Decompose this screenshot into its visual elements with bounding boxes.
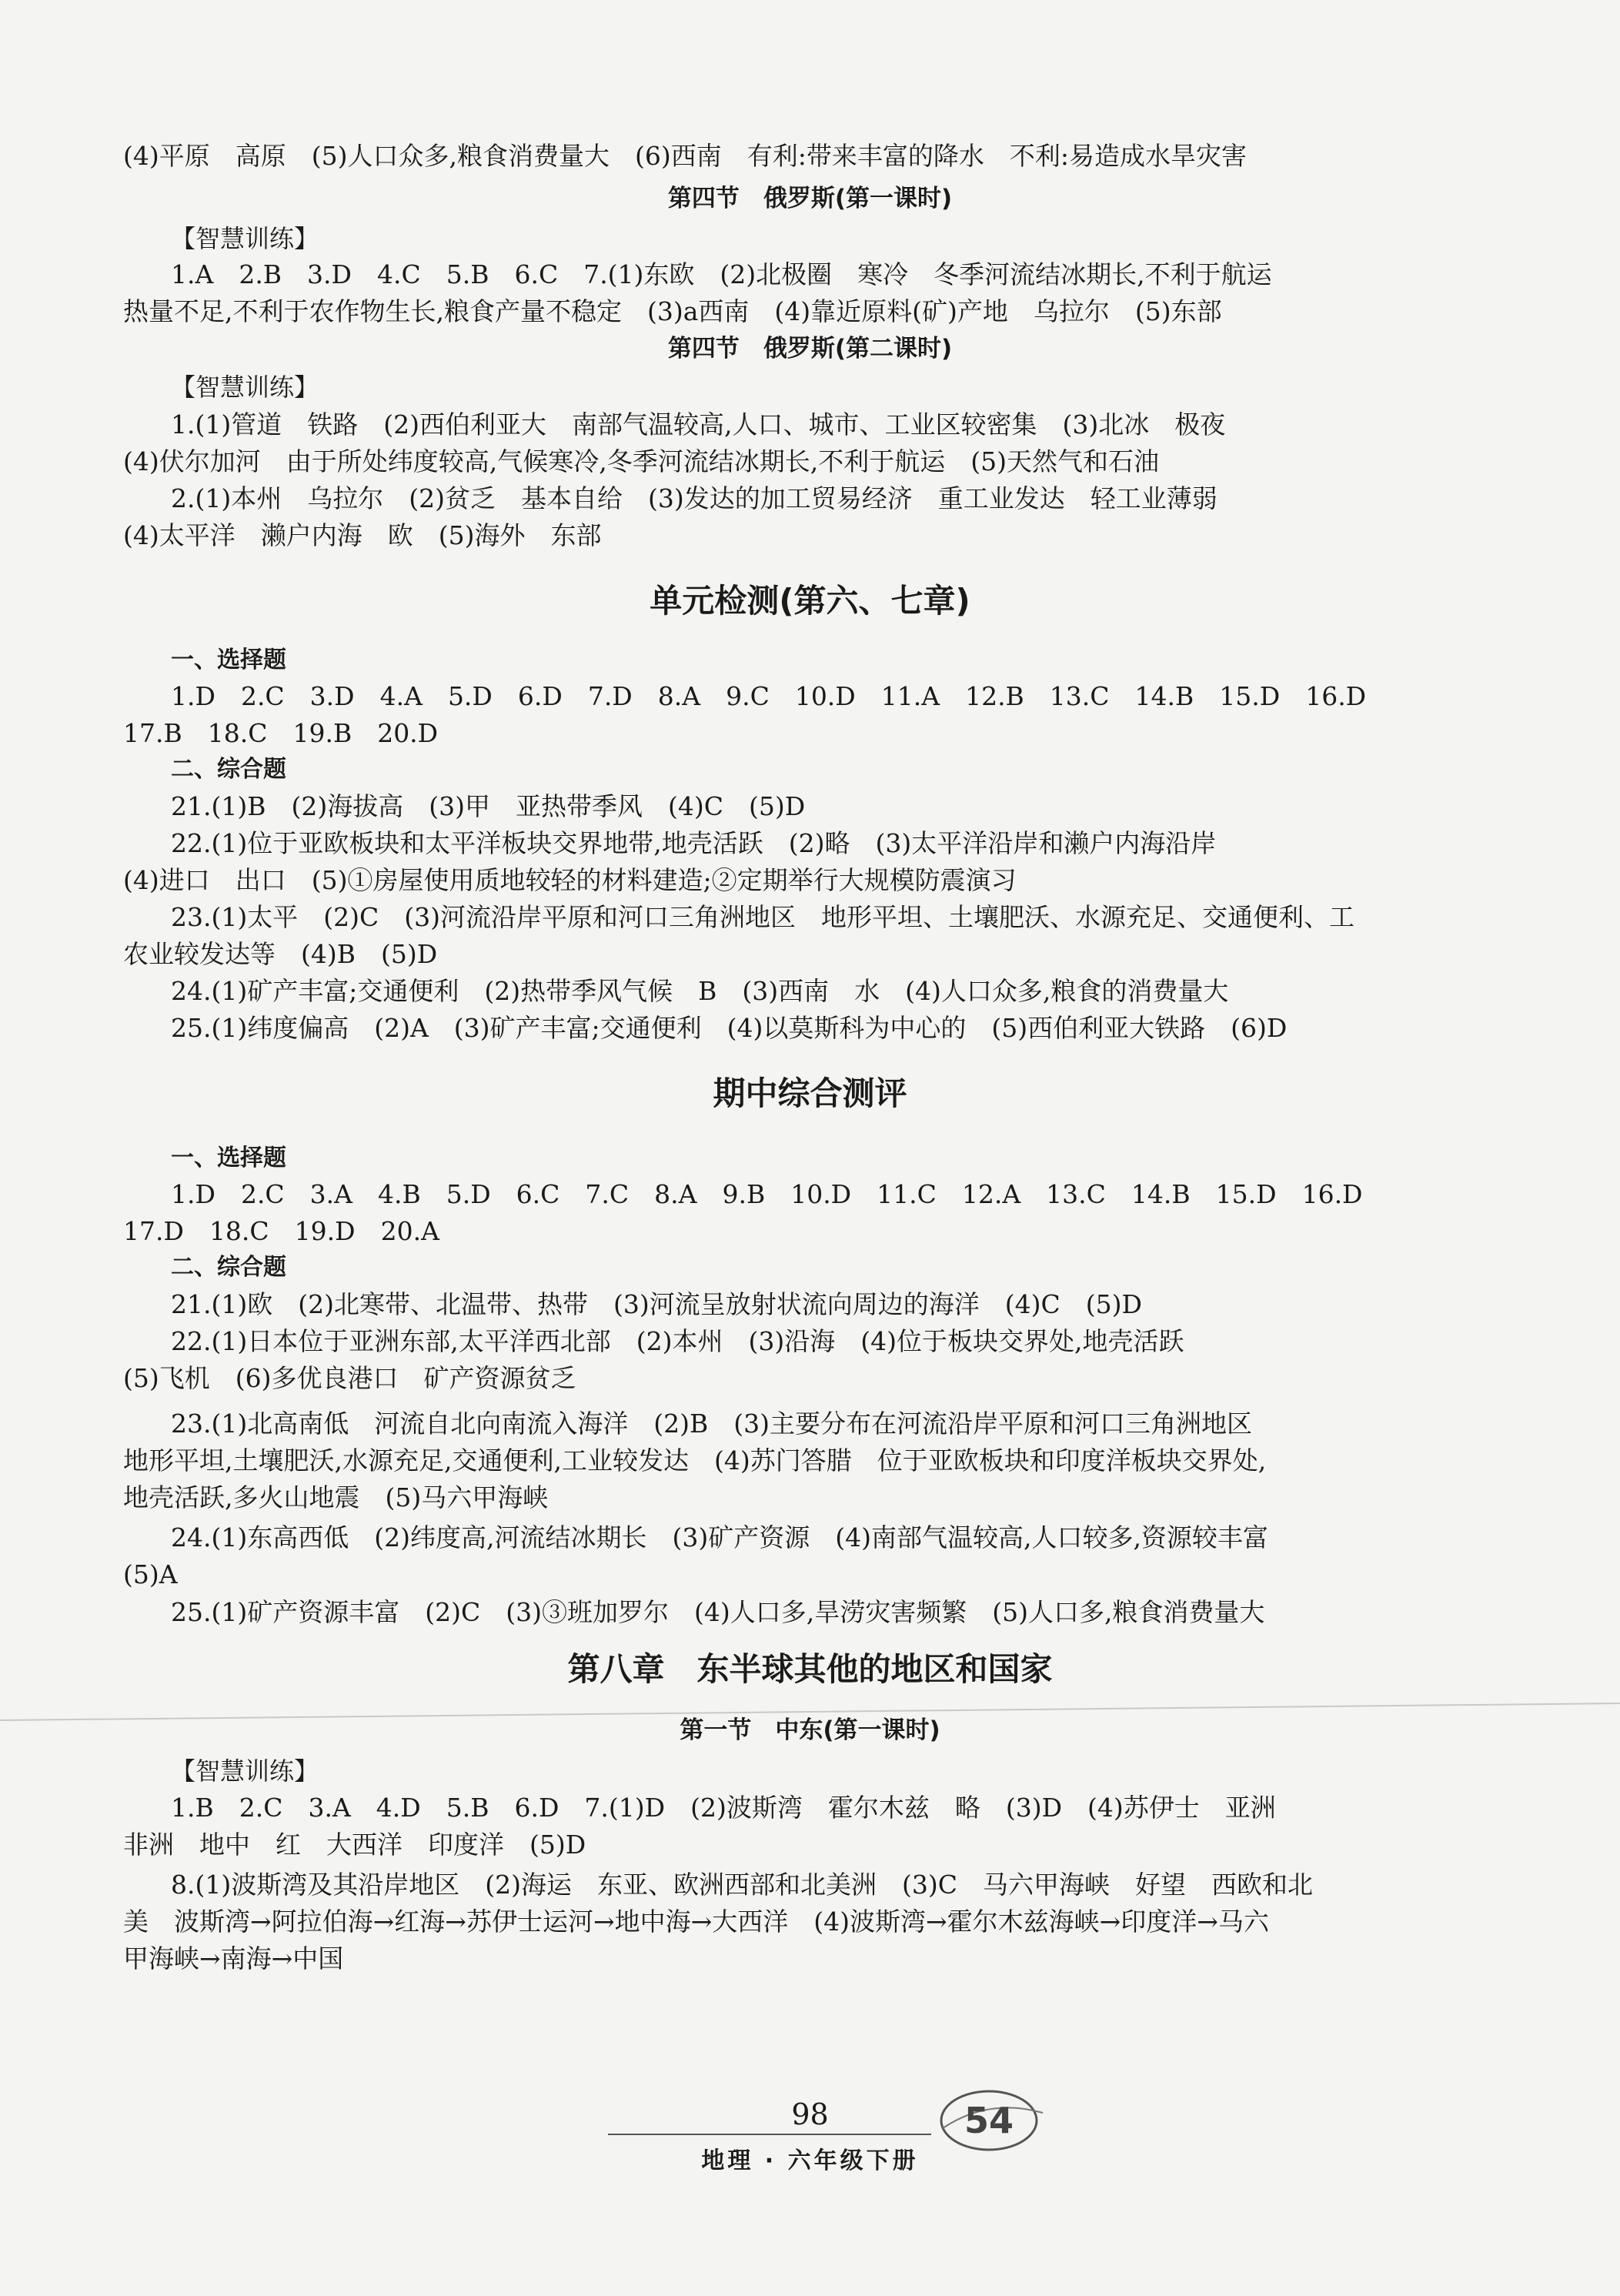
unit-test-title: 单元检测(第六、七章): [650, 582, 970, 620]
page-number: 98: [791, 2097, 829, 2131]
answer-line: 1.(1)管道 铁路 (2)西伯利亚大 南部气温较高,人口、城市、工业区较密集 (3)北冰 极夜: [171, 409, 1226, 439]
section-title: 第四节 俄罗斯(第二课时): [667, 335, 953, 363]
answer-line: 1.A 2.B 3.D 4.C 5.B 6.C 7.(1)东欧 (2)北极圈 寒冷 冬季河流结冰期长,不利于航运: [171, 259, 1272, 289]
answer-line: 地形平坦,土壤肥沃,水源充足,交通便利,工业较发达 (4)苏门答腊 位于亚欧板块和印度洋板块交界处,: [123, 1445, 1267, 1476]
answer-line: 1.D 2.C 3.D 4.A 5.D 6.D 7.D 8.A 9.C 10.D 11.A 12.B 13.C 14.B 15.D 16.D: [171, 681, 1367, 711]
section-title: 第四节 俄罗斯(第一课时): [667, 185, 953, 212]
training-tag: 【智慧训练】: [171, 1756, 319, 1786]
logo-text: 54: [964, 2100, 1014, 2141]
answer-line: 甲海峡→南海→中国: [123, 1943, 344, 1973]
answer-line: 17.D 18.C 19.D 20.A: [123, 1216, 439, 1246]
answer-line: 22.(1)日本位于亚洲东部,太平洋西北部 (2)本州 (3)沿海 (4)位于板块交界处,地壳活跃: [171, 1326, 1184, 1356]
answer-line: (4)伏尔加河 由于所处纬度较高,气候寒冷,冬季河流结冰期长,不利于航运 (5)天然气和石油: [123, 446, 1159, 476]
answer-line: 21.(1)B (2)海拔高 (3)甲 亚热带季风 (4)C (5)D: [171, 791, 806, 821]
publisher-logo-icon: [935, 2082, 1050, 2159]
footer-rule: [608, 2134, 931, 2135]
answer-line: 2.(1)本州 乌拉尔 (2)贫乏 基本自给 (3)发达的加工贸易经济 重工业发达 轻工业薄弱: [171, 483, 1218, 513]
answer-line: 22.(1)位于亚欧板块和太平洋板块交界地带,地壳活跃 (2)略 (3)太平洋沿岸和濑户内海沿岸: [171, 828, 1217, 858]
answer-line: (4)太平洋 濑户内海 欧 (5)海外 东部: [123, 520, 602, 550]
answer-line: 非洲 地中 红 大西洋 印度洋 (5)D: [123, 1830, 586, 1860]
answer-line: 热量不足,不利于农作物生长,粮食产量不稳定 (3)a西南 (4)靠近原料(矿)产地 乌拉尔 (5)东部: [123, 296, 1222, 326]
book-title: 地理 · 六年级下册: [701, 2147, 919, 2174]
answer-line: (5)飞机 (6)多优良港口 矿产资源贫乏: [123, 1363, 576, 1393]
answer-line: 21.(1)欧 (2)北寒带、北温带、热带 (3)河流呈放射状流向周边的海洋 (4)C (5)D: [171, 1289, 1142, 1319]
section-title: 第一节 中东(第一课时): [680, 1716, 940, 1744]
answer-line: 24.(1)矿产丰富;交通便利 (2)热带季风气候 B (3)西南 水 (4)人口众多,粮食的消费量大: [171, 976, 1229, 1006]
chapter-title: 第八章 东半球其他的地区和国家: [567, 1650, 1053, 1688]
answer-line: 23.(1)太平 (2)C (3)河流沿岸平原和河口三角洲地区 地形平坦、土壤肥沃、水源充足、交通便利、工: [171, 902, 1354, 932]
answer-line: 25.(1)矿产资源丰富 (2)C (3)③班加罗尔 (4)人口多,旱涝灾害频繁 (5)人口多,粮食消费量大: [171, 1597, 1265, 1627]
answer-line: 25.(1)纬度偏高 (2)A (3)矿产丰富;交通便利 (4)以莫斯科为中心的 (5)西伯利亚大铁路 (6)D: [171, 1013, 1288, 1043]
answer-line: 地壳活跃,多火山地震 (5)马六甲海峡: [123, 1482, 549, 1512]
answer-line: 17.B 18.C 19.B 20.D: [123, 718, 439, 748]
answer-line: 1.B 2.C 3.A 4.D 5.B 6.D 7.(1)D (2)波斯湾 霍尔木兹 略 (3)D (4)苏伊士 亚洲: [171, 1793, 1276, 1823]
answer-line: (4)进口 出口 (5)①房屋使用质地较轻的材料建造;②定期举行大规模防震演习: [123, 865, 1017, 895]
comprehensive-heading: 二、综合题: [171, 756, 286, 783]
answer-line: 1.D 2.C 3.A 4.B 5.D 6.C 7.C 8.A 9.B 10.D 11.C 12.A 13.C 14.B 15.D 16.D: [171, 1179, 1363, 1209]
training-tag: 【智慧训练】: [171, 224, 319, 253]
midterm-title: 期中综合测评: [713, 1074, 907, 1112]
answer-line: 24.(1)东高西低 (2)纬度高,河流结冰期长 (3)矿产资源 (4)南部气温较高,人口较多,资源较丰富: [171, 1522, 1268, 1552]
comprehensive-heading: 二、综合题: [171, 1254, 286, 1281]
choice-heading: 一、选择题: [171, 647, 286, 673]
choice-heading: 一、选择题: [171, 1145, 286, 1171]
answer-line: 农业较发达等 (4)B (5)D: [123, 939, 438, 969]
answer-line: 23.(1)北高南低 河流自北向南流入海洋 (2)B (3)主要分布在河流沿岸平原和河口三角洲地区: [171, 1409, 1252, 1439]
answer-line: (5)A: [123, 1559, 178, 1589]
answer-line: (4)平原 高原 (5)人口众多,粮食消费量大 (6)西南 有利:带来丰富的降水 不利:易造成水旱灾害: [123, 141, 1247, 171]
training-tag: 【智慧训练】: [171, 373, 319, 402]
answer-line: 8.(1)波斯湾及其沿岸地区 (2)海运 东亚、欧洲西部和北美洲 (3)C 马六甲海峡 好望 西欧和北: [171, 1870, 1313, 1900]
answer-line: 美 波斯湾→阿拉伯海→红海→苏伊士运河→地中海→大西洋 (4)波斯湾→霍尔木兹海峡→印度洋→马六: [123, 1907, 1269, 1937]
